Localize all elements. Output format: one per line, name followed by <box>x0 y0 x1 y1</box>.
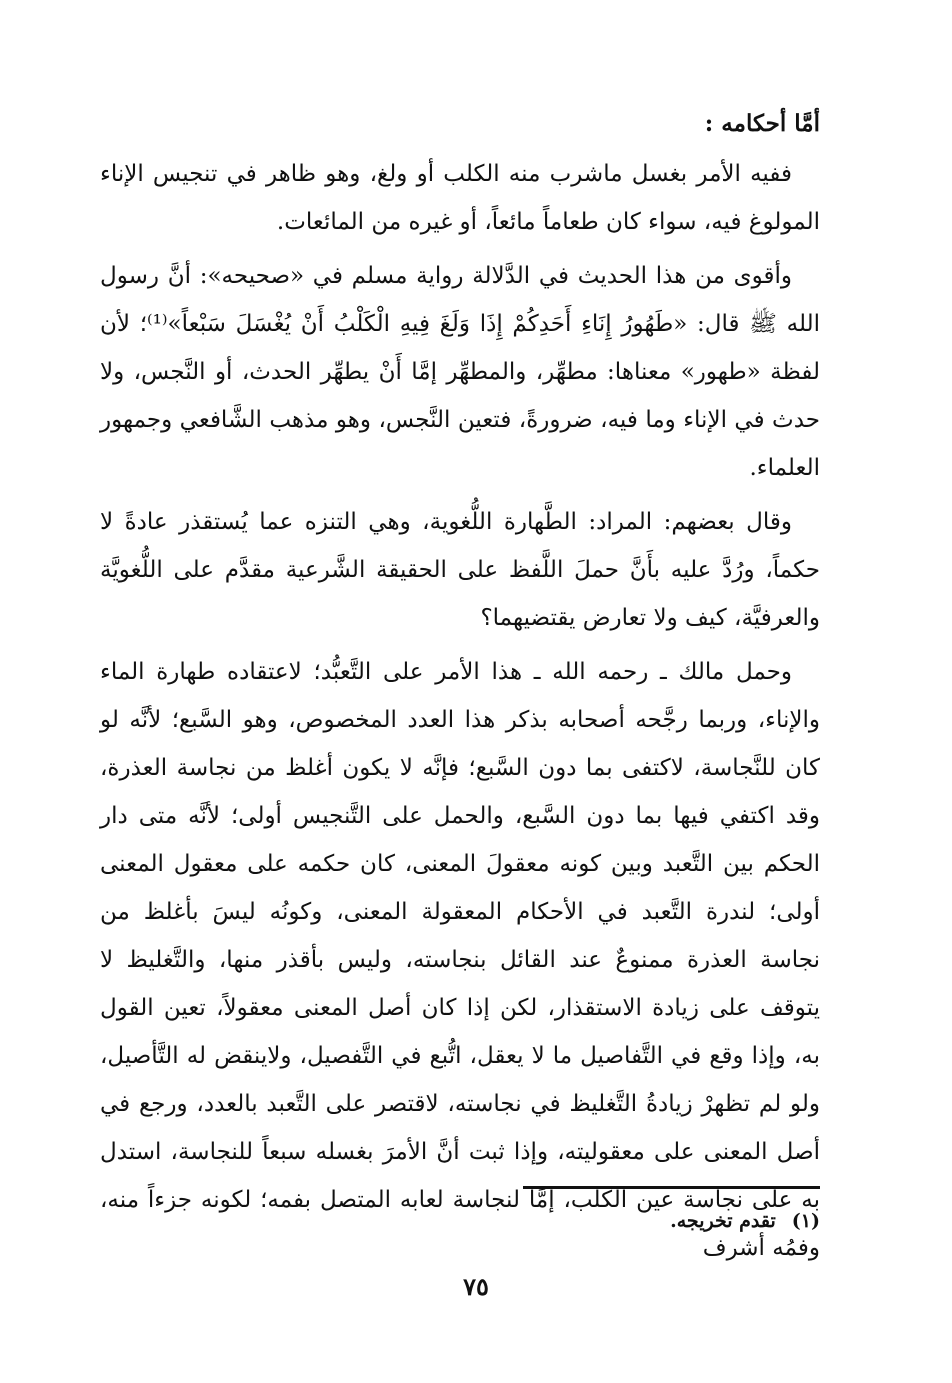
paragraph-3: وقال بعضهم: المراد: الطَّهارة اللُّغوية، وهي التنزه عما يُستقذر عادةً لا حكماً، ورُدَّ عليه بأَنَّ حملَ اللَّفظ على الحقيقة الشَّرعية مقدَّم على اللُّغويَّة والعرفيَّة، كيف ولا تعارض يقتضيهما؟ <box>100 509 820 631</box>
section-heading: أمَّا أحكامه : <box>704 110 820 137</box>
main-text <box>100 100 820 1278</box>
footnote-text: تقدم تخريجه. <box>670 1210 776 1232</box>
paragraph-1: ففيه الأمر بغسل ماشرب منه الكلب أو ولغ، وهو ظاهر في تنجيس الإناء المولوغ فيه، سواء كان طعاماً مائعاً، أو غيره من المائعات. <box>100 161 820 235</box>
paragraph-4: وحمل مالك ـ رحمه الله ـ هذا الأمر على التَّعبُّد؛ لاعتقاده طهارة الماء والإناء، وربما رجَّحه أصحابه بذكر هذا العدد المخصوص، وهو السَّبع؛ لأنَّه لو كان للنَّجاسة، لاكتفى بما دون السَّبع؛ فإنَّه لا يكون أغلظ من نجاسة العذرة، وقد اكتفي فيها بما دون السَّبع، والحمل على التَّنجيس أولى؛ لأنَّه متى دار الحكم بين التَّعبد وبين كونه معقولَ المعنى، كان حكمه على معقول المعنى أولى؛ لندرة التَّعبد في الأحكام المعقولة المعنى، وكونُه ليسَ بأغلظ من نجاسة العذرة ممنوعٌ عند القائل بنجاسته، وليس بأقذر منها، والتَّغليظ لا يتوقف على زيادة الاستقذار، لكن إذا كان أصل المعنى معقولاً، تعين القول به، وإذا وقع في التَّفاصيل ما لا يعقل، اتُّبع في التَّفصيل، ولاينقض له التَّأصيل، ولو لم تظهرْ زيادةُ التَّغليظ في نجاسته، لاقتصر على التَّعبد بالعدد، ورجع في أصل المعنى على معقوليته، وإذا ثبت أنَّ الأمرَ بغسله سبعاً للنجاسة، استدل به على نجاسة عين الكلب، إمَّا لنجاسة لعابه المتصل بفمه؛ لكونه جزءاً منه، وفمُه أشرف <box>100 659 820 1261</box>
page-number: ٧٥ <box>463 1272 489 1301</box>
paragraph-2: وأقوى من هذا الحديث في الدَّلالة رواية مسلم في «صحيحه»: أنَّ رسول الله ﷺ قال: «طَهُورُ إِنَاءِ أَحَدِكُمْ إِذَا وَلَغَ فِيهِ الْكَلْبُ أَنْ يُغْسَلَ سَبْعاً»⁽¹⁾؛ لأن لفظة «طهور» معناها: مطهِّر، والمطهِّر إمَّا أَنْ يطهِّر الحدث، أو النَّجس، ولا حدث في الإناء وما فيه، ضرورةً، فتعين النَّجس، وهو مذهب الشَّافعي وجمهور العلماء. <box>100 263 820 481</box>
footnote-marker: (١) <box>791 1210 820 1232</box>
footnote-separator <box>523 1186 820 1189</box>
footnote <box>670 1210 820 1232</box>
